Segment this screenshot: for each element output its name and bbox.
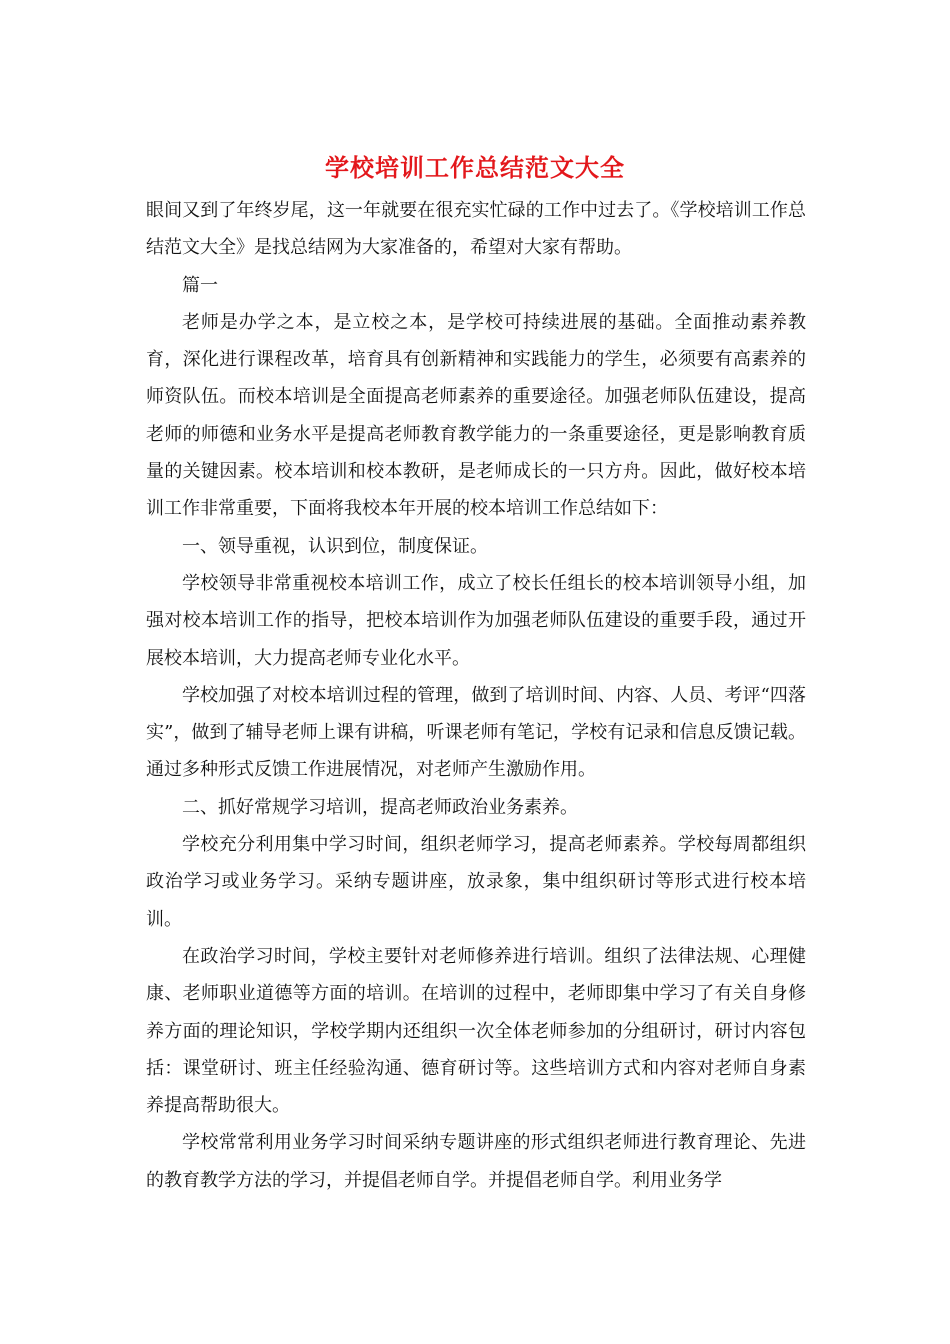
paragraph: 在政治学习时间，学校主要针对老师修养进行培训。组织了法律法规、心理健康、老师职业道德等方面的培训。在培训的过程中，老师即集中学习了有关自身修养方面的理论知识，学校学期内还组织一次全体老师参加的分组研讨，研讨内容包括：课堂研讨、班主任经验沟通、德育研讨等。这些培训方式和内容对老师自身素养提高帮助很大。 (146, 945, 806, 1117)
document-title: 学校培训工作总结范文大全 (325, 153, 625, 182)
paragraph: 眼间又到了年终岁尾，这一年就要在很充实忙碌的工作中过去了。《学校培训工作总结范文大全》是找总结网为大家准备的，希望对大家有帮助。 (146, 200, 806, 259)
paragraph: 学校常常利用业务学习时间采纳专题讲座的形式组织老师进行教育理论、先进的教育教学方法的学习，并提倡老师自学。并提倡老师自学。利用业务学 (146, 1132, 806, 1191)
paragraph: 学校充分利用集中学习时间，组织老师学习，提高老师素养。学校每周都组织政治学习或业务学习。采纳专题讲座，放录象，集中组织研讨等形式进行校本培训。 (146, 834, 806, 930)
section-heading: 二、抓好常规学习培训，提高老师政治业务素养。 (182, 796, 578, 818)
paragraph: 学校领导非常重视校本培训工作，成立了校长任组长的校本培训领导小组，加强对校本培训工作的指导，把校本培训作为加强老师队伍建设的重要手段，通过开展校本培训，大力提高老师专业化水平。 (146, 572, 806, 669)
document-body (146, 192, 806, 1199)
section-heading: 一、领导重视，认识到位，制度保证。 (182, 535, 488, 557)
paragraph: 老师是办学之本，是立校之本，是学校可持续进展的基础。全面推动素养教育，深化进行课程改革，培育具有创新精神和实践能力的学生，必须要有高素养的师资队伍。而校本培训是全面提高老师素养的重要途径。加强老师队伍建设，提高老师的师德和业务水平是提高老师教育教学能力的一条重要途径，更是影响教育质量的关键因素。校本培训和校本教研，是老师成长的一只方舟。因此，做好校本培训工作非常重要，下面将我校本年开展的校本培训工作总结如下： (146, 311, 806, 520)
section-heading: 篇一 (182, 274, 218, 296)
paragraph: 学校加强了对校本培训过程的管理，做到了培训时间、内容、人员、考评“四落实”，做到了辅导老师上课有讲稿，听课老师有笔记，学校有记录和信息反馈记载。通过多种形式反馈工作进展情况，对老师产生激励作用。 (146, 684, 806, 781)
